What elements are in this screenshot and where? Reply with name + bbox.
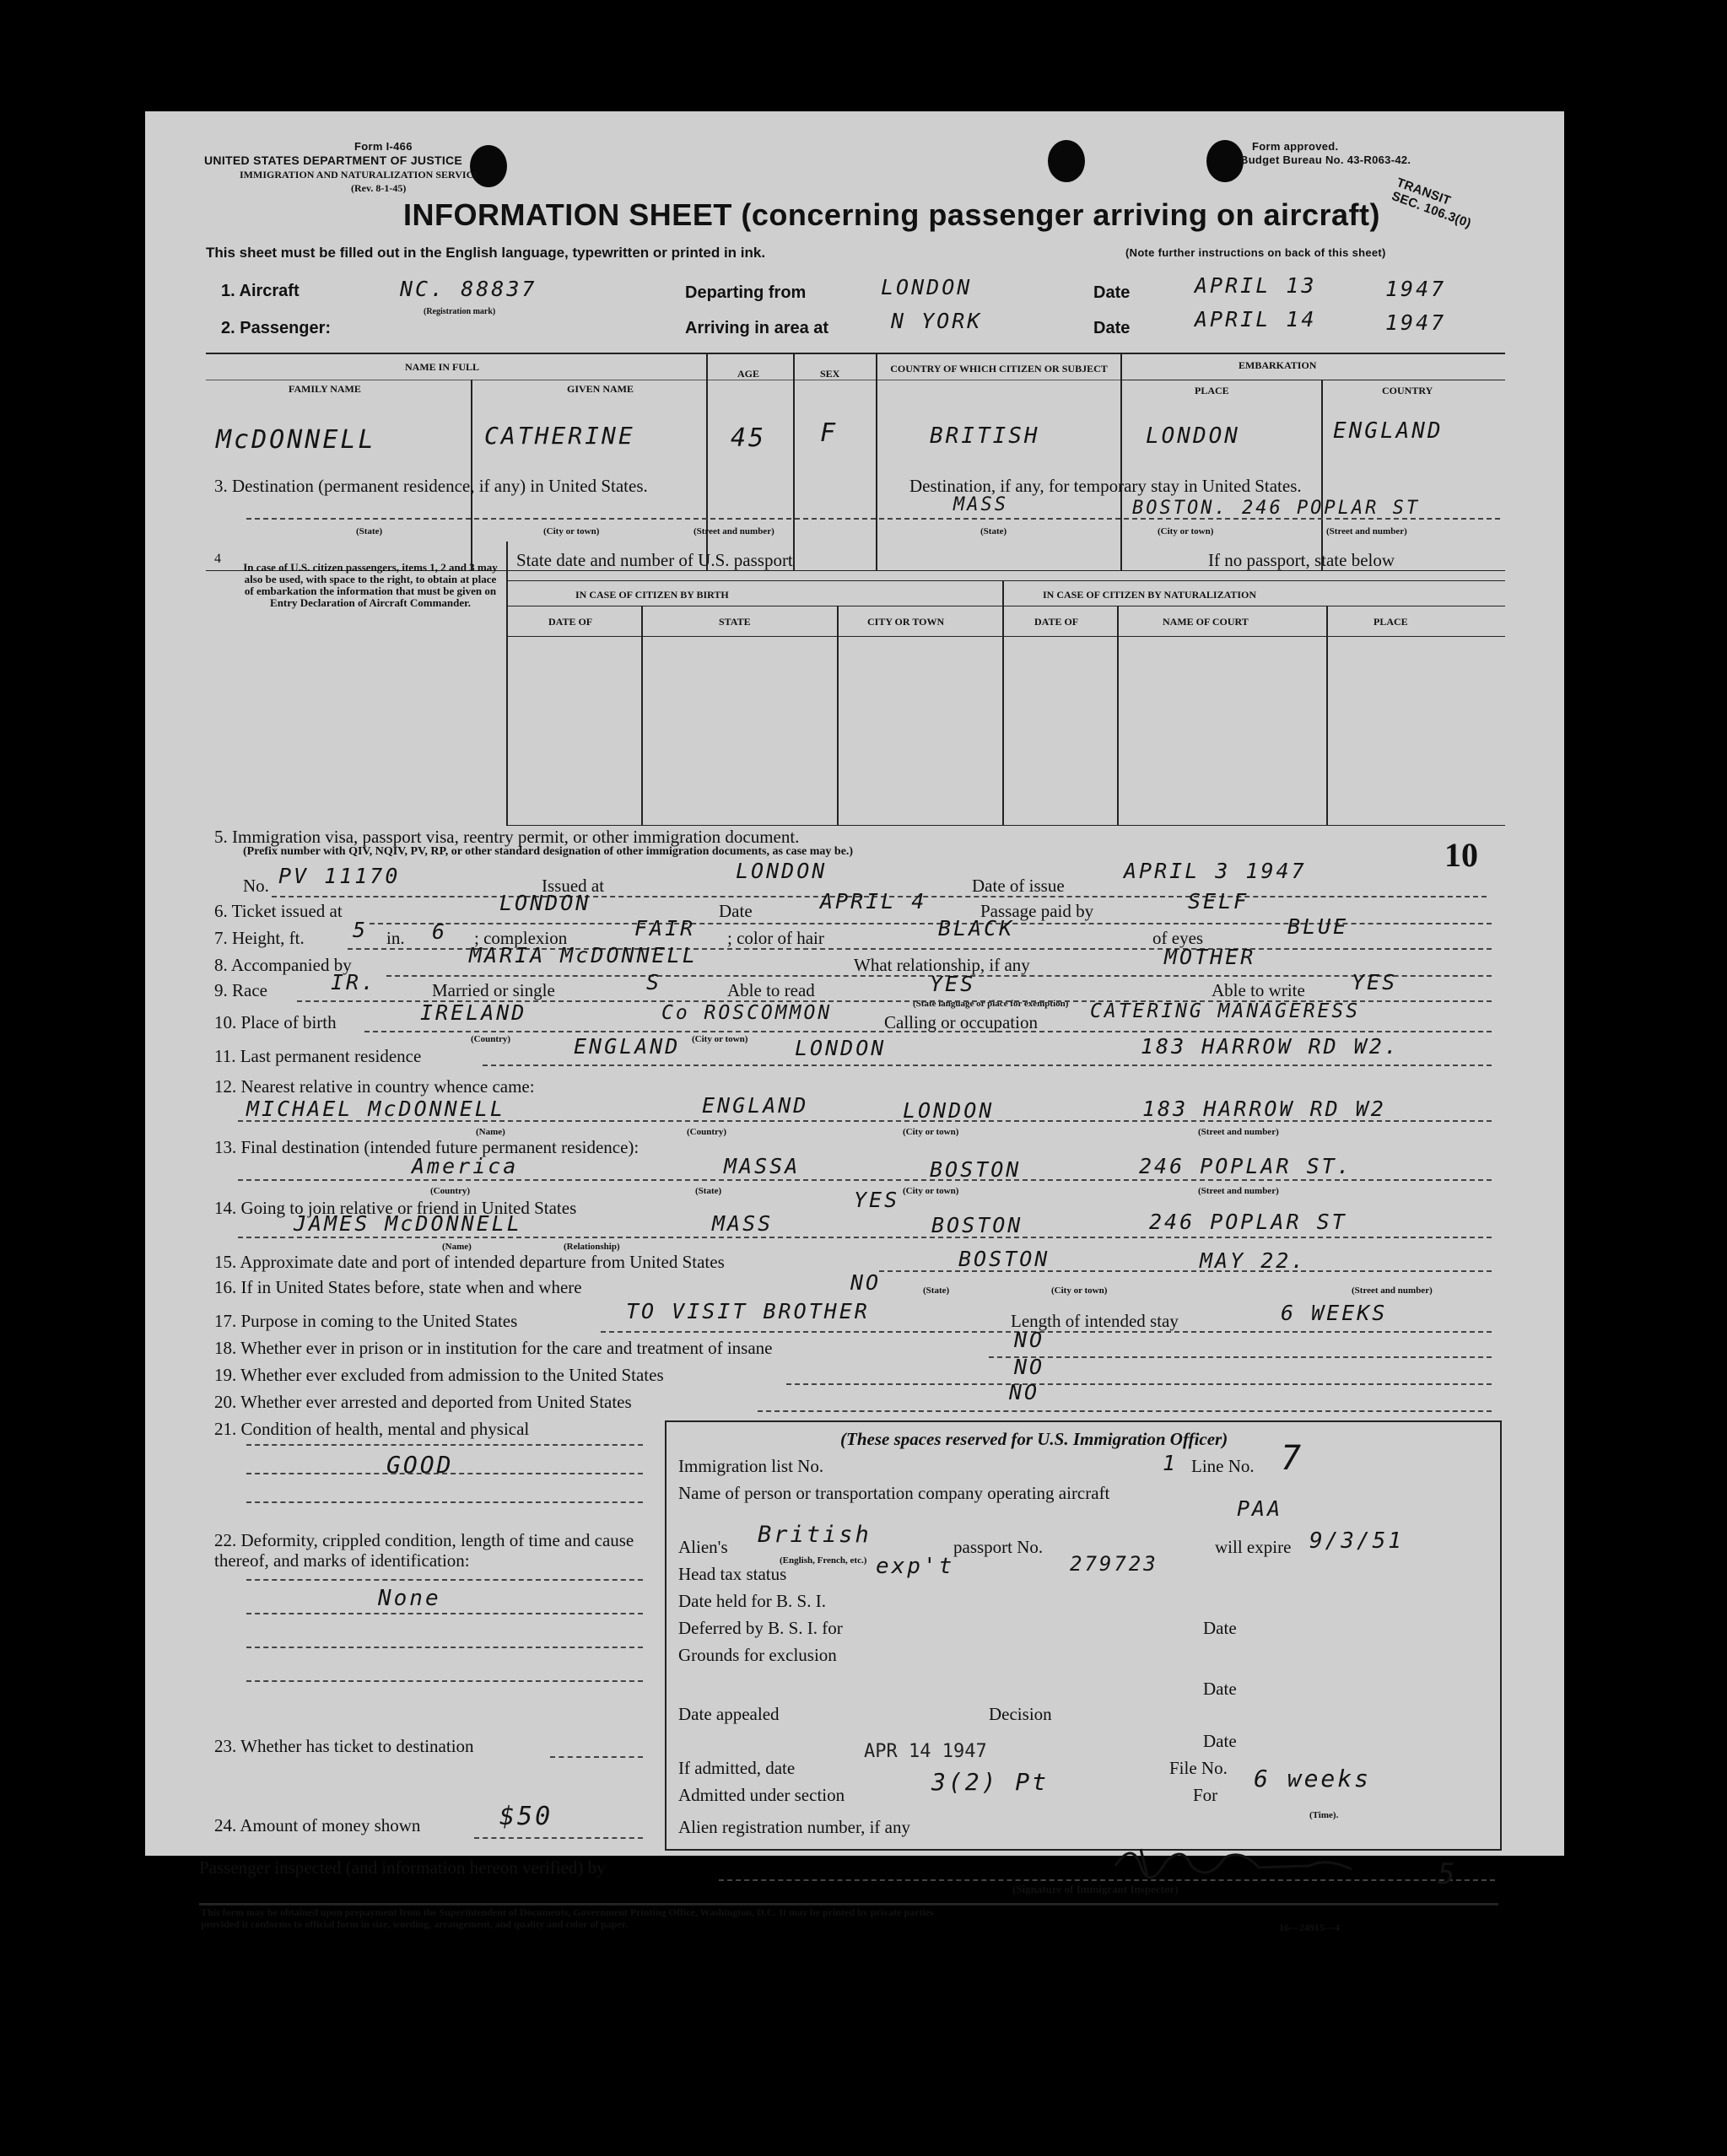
- departure-label: 15. Approximate date and port of intended departure from United States: [214, 1252, 725, 1272]
- section-value: 3(2) Pt: [931, 1768, 1050, 1796]
- read-label: Able to read: [727, 980, 815, 1000]
- footer-rule: [199, 1903, 1498, 1905]
- visa-label: 5. Immigration visa, passport visa, reentry permit, or other immigration document.: [214, 827, 800, 847]
- table-col: [837, 606, 839, 825]
- section-label: Admitted under section: [678, 1785, 845, 1805]
- join-state-value: MASS: [712, 1211, 774, 1236]
- citizen-value: BRITISH: [930, 423, 1040, 449]
- margin-mark: 5: [1438, 1857, 1458, 1891]
- married-label: Married or single: [432, 980, 555, 1000]
- inspected-label: Passenger inspected (and information hereon verified) by: [199, 1857, 606, 1878]
- relative-street-value: 183 HARROW RD W2: [1142, 1097, 1386, 1121]
- final-destination-label: 13. Final destination (intended future permanent residence):: [214, 1137, 640, 1157]
- punch-hole: [1206, 140, 1244, 182]
- table-col: [641, 606, 643, 825]
- last-residence-label: 11. Last permanent residence: [214, 1046, 422, 1066]
- city-sub: (City or town): [692, 1034, 748, 1044]
- departure-port-value: BOSTON: [958, 1247, 1050, 1271]
- dotted-rule: [238, 1120, 1492, 1122]
- grounds-date-label: Date: [1203, 1679, 1237, 1699]
- join-street-value: 246 POPLAR ST: [1149, 1210, 1347, 1234]
- form-title: INFORMATION SHEET (concerning passenger arriving on aircraft): [403, 197, 1381, 232]
- relationship-label: What relationship, if any: [854, 955, 1030, 975]
- decision-date-label: Date: [1203, 1731, 1237, 1751]
- eyes-label: of eyes: [1152, 928, 1204, 948]
- street-sub: (Street and number): [1352, 1286, 1433, 1296]
- deported-value: NO: [1009, 1380, 1040, 1404]
- expire-label: will expire: [1215, 1537, 1292, 1557]
- table-col: [1321, 380, 1323, 570]
- dotted-rule: [364, 1031, 1492, 1032]
- relative-country-value: ENGLAND: [702, 1093, 809, 1118]
- fine-print-2: provided it conforms to official form in size, wording, arrangement, and quality and color of paper.: [201, 1918, 629, 1930]
- final-state-value: MASSA: [724, 1154, 801, 1178]
- excluded-value: NO: [1014, 1355, 1045, 1379]
- deformity-value: None: [378, 1586, 441, 1611]
- ticket-date-label: Date: [719, 901, 753, 921]
- table-col: [1120, 353, 1122, 570]
- appealed-label: Date appealed: [678, 1704, 780, 1724]
- arriving-value: N YORK: [891, 309, 983, 333]
- last-res-street-value: 183 HARROW RD W2.: [1141, 1034, 1400, 1059]
- prison-label: 18. Whether ever in prison or in institution for the care and treatment of insane: [214, 1338, 773, 1358]
- state-header: STATE: [719, 616, 751, 628]
- inch-label: in.: [386, 928, 405, 948]
- street-sub: (Street and number): [1198, 1186, 1279, 1196]
- arriving-label: Arriving in area at: [685, 319, 829, 337]
- age-value: 45: [731, 423, 767, 453]
- table-rule: [506, 580, 1505, 581]
- money-label: 24. Amount of money shown: [214, 1815, 421, 1835]
- dotted-rule: [246, 1613, 643, 1614]
- expire-value: 9/3/51: [1309, 1528, 1404, 1554]
- join-relative-label: 14. Going to join relative or friend in United States: [214, 1198, 577, 1218]
- place-header-2: PLACE: [1374, 616, 1408, 628]
- relationship-sub: (Relationship): [564, 1242, 620, 1252]
- form-approved: Form approved.: [1252, 140, 1339, 153]
- aircraft-value: NC. 88837: [400, 277, 537, 301]
- table-col: [876, 353, 877, 570]
- relative-city-value: LONDON: [903, 1098, 995, 1123]
- date-of-header: DATE OF: [548, 616, 593, 628]
- dotted-rule: [474, 1837, 643, 1839]
- visa-no-value: PV 11170: [278, 864, 401, 888]
- write-value: YES: [1352, 970, 1398, 994]
- alien-passport-label: passport No.: [953, 1537, 1044, 1557]
- city-sub: (City or town): [1051, 1286, 1108, 1296]
- previous-visit-label: 16. If in United States before, state when and where: [214, 1277, 582, 1297]
- print-number: 16—24915—4: [1279, 1922, 1340, 1933]
- dotted-rule: [238, 1237, 1492, 1238]
- dotted-rule: [246, 518, 1500, 520]
- form-number: Form I-466: [354, 140, 413, 153]
- family-name-value: McDONNELL: [216, 425, 376, 455]
- dotted-rule: [601, 1331, 1492, 1333]
- alien-reg-label: Alien registration number, if any: [678, 1817, 910, 1837]
- occupation-label: Calling or occupation: [884, 1012, 1038, 1032]
- dotted-rule: [246, 1473, 643, 1474]
- visa-prefix: (Prefix number with QIV, NQIV, PV, RP, or other standard designation of other immigration documents, as case may be.): [243, 845, 854, 858]
- deferred-date-label: Date: [1203, 1618, 1237, 1638]
- dotted-rule: [238, 1179, 1492, 1181]
- officer-title: (These spaces reserved for U.S. Immigration Officer): [840, 1429, 1228, 1449]
- table-col: [1326, 606, 1328, 825]
- fine-print-1: This form may be obtained upon prepayment from the Superintendent of Documents, Government Printing Office, Washington, D.C. It may be printed by private parties: [201, 1906, 934, 1918]
- issued-label: Issued at: [542, 876, 605, 896]
- visa-no-label: No.: [243, 876, 269, 896]
- write-label: Able to write: [1212, 980, 1305, 1000]
- prison-value: NO: [1014, 1328, 1045, 1352]
- table-rule: [206, 353, 1505, 354]
- city-sub: (City or town): [543, 526, 600, 536]
- file-no-label: File No.: [1169, 1758, 1228, 1778]
- dotted-rule: [758, 1410, 1492, 1412]
- arrive-year-value: 1947: [1385, 310, 1447, 335]
- depart-year-value: 1947: [1385, 277, 1447, 301]
- list-no-label: Immigration list No.: [678, 1456, 824, 1476]
- previous-visit-value: NO: [850, 1270, 882, 1295]
- join-yes-value: YES: [854, 1188, 900, 1212]
- relative-name-value: MICHAEL McDONNELL: [246, 1097, 505, 1121]
- table-col: [471, 380, 472, 570]
- registration-mark-label: (Registration mark): [424, 307, 496, 316]
- issued-value: LONDON: [736, 859, 828, 883]
- given-name-header: GIVEN NAME: [567, 383, 634, 395]
- deformity-label: 22. Deformity, crippled condition, length of time and cause thereof, and marks of identification:: [214, 1530, 634, 1571]
- birth-city-value: Co ROSCOMMON: [661, 1002, 833, 1024]
- no-passport-label: If no passport, state below: [1208, 550, 1395, 570]
- country-sub: (Country): [471, 1034, 511, 1044]
- admitted-label: If admitted, date: [678, 1758, 796, 1778]
- punch-hole: [1048, 140, 1085, 182]
- passage-label: Passage paid by: [980, 901, 1094, 921]
- ticket-value: LONDON: [499, 891, 591, 915]
- health-value: GOOD: [386, 1451, 454, 1479]
- temp-destination-label: Destination, if any, for temporary stay in United States.: [909, 476, 1302, 496]
- ticket-dest-label: 23. Whether has ticket to destination: [214, 1736, 474, 1756]
- ticket-label: 6. Ticket issued at: [214, 901, 343, 921]
- street-sub-2: (Street and number): [1326, 526, 1407, 536]
- street-sub: (Street and number): [1198, 1127, 1279, 1137]
- purpose-value: TO VISIT BROTHER: [626, 1299, 870, 1323]
- sex-value: F: [820, 418, 839, 448]
- embark-country-value: ENGLAND: [1333, 418, 1444, 444]
- company-label: Name of person or transportation company operating aircraft: [678, 1483, 1110, 1503]
- dotted-rule: [246, 1501, 643, 1503]
- hair-label: ; color of hair: [727, 928, 824, 948]
- department: UNITED STATES DEPARTMENT OF JUSTICE: [204, 154, 463, 167]
- deferred-label: Deferred by B. S. I. for: [678, 1618, 843, 1638]
- table-col: [1002, 580, 1004, 825]
- citizen-note: In case of U.S. citizen passengers, items 1, 2 and 3 may also be used, with space to the right, to obtain at place of embarkation the information that must be given on Entry Declaration of Aircraft Commander.: [243, 561, 498, 609]
- ticket-date-value: APRIL 4: [820, 889, 927, 914]
- state-sub: (State): [923, 1286, 950, 1296]
- time-sub: (Time).: [1309, 1810, 1339, 1820]
- final-country-value: America: [412, 1154, 519, 1178]
- height-ft: 5: [353, 918, 369, 942]
- list-no-value: 1: [1163, 1451, 1179, 1475]
- arrive-date-value: APRIL 14: [1195, 307, 1317, 331]
- dotted-rule: [246, 1647, 643, 1648]
- table-rule: [506, 636, 1505, 637]
- join-city-value: BOSTON: [931, 1213, 1023, 1237]
- deported-label: 20. Whether ever arrested and deported from United States: [214, 1392, 632, 1412]
- place-header: PLACE: [1195, 385, 1229, 396]
- table-rule: [506, 825, 1505, 826]
- passage-value: SELF: [1188, 889, 1249, 914]
- revision: (Rev. 8-1-45): [351, 182, 407, 194]
- depart-date-value: APRIL 13: [1195, 273, 1317, 298]
- city-sub: (City or town): [903, 1127, 959, 1137]
- dotted-rule: [550, 1756, 643, 1758]
- dotted-rule: [483, 1065, 1492, 1066]
- stay-value: 6 WEEKS: [1281, 1301, 1388, 1325]
- married-value: S: [646, 970, 662, 994]
- item-4-number: 4: [214, 552, 221, 566]
- line-no-value: 7: [1281, 1439, 1304, 1478]
- head-tax-label: Head tax status: [678, 1564, 787, 1584]
- form-sheet: [145, 111, 1564, 1933]
- accompanied-value: MARIA McDONNELL: [469, 943, 698, 968]
- temp-address-value: BOSTON. 246 POPLAR ST: [1132, 498, 1421, 519]
- hair-value: BLACK: [938, 916, 1015, 941]
- race-label: 9. Race: [214, 980, 267, 1000]
- language-sub: (State language or place for exemption): [913, 999, 1069, 1009]
- for-label: For: [1193, 1785, 1218, 1805]
- accompanied-label: 8. Accompanied by: [214, 955, 352, 975]
- name-sub: (Name): [476, 1127, 505, 1137]
- dotted-rule: [879, 1270, 1492, 1272]
- city-header: CITY OR TOWN: [867, 616, 945, 628]
- table-col: [793, 353, 795, 570]
- alien-nationality-sub: (English, French, etc.): [780, 1555, 867, 1566]
- bsi-label: Date held for B. S. I.: [678, 1591, 826, 1611]
- destination-label: 3. Destination (permanent residence, if any) in United States.: [214, 476, 648, 496]
- complexion-label: ; complexion: [474, 928, 568, 948]
- table-col: [706, 353, 708, 570]
- city-sub: (City or town): [903, 1186, 959, 1196]
- aircraft-label: 1. Aircraft: [221, 282, 300, 300]
- line-no-label: Line No.: [1191, 1456, 1255, 1476]
- given-name-value: CATHERINE: [484, 422, 635, 450]
- date-of-header-2: DATE OF: [1034, 616, 1079, 628]
- final-street-value: 246 POPLAR ST.: [1139, 1154, 1352, 1178]
- age-header: AGE: [737, 368, 760, 380]
- relative-label: 12. Nearest relative in country whence came:: [214, 1076, 535, 1097]
- stay-label: Length of intended stay: [1011, 1311, 1179, 1331]
- issue-date-label: Date of issue: [972, 876, 1065, 896]
- margin-number: 10: [1444, 836, 1478, 874]
- box-border: [506, 542, 508, 825]
- street-sub: (Street and number): [693, 526, 774, 536]
- country-sub: (Country): [687, 1127, 727, 1137]
- departing-value: LONDON: [881, 275, 973, 299]
- alien-passport-value: 279723: [1070, 1552, 1158, 1576]
- dotted-rule: [246, 1444, 643, 1446]
- grounds-label: Grounds for exclusion: [678, 1645, 837, 1665]
- last-res-city-value: LONDON: [795, 1036, 887, 1060]
- service: IMMIGRATION AND NATURALIZATION SERVICE: [240, 169, 481, 181]
- city-sub-2: (City or town): [1158, 526, 1214, 536]
- dotted-rule: [989, 1356, 1492, 1358]
- alien-nationality-value: British: [758, 1522, 872, 1548]
- country-header: COUNTRY OF WHICH CITIZEN OR SUBJECT: [890, 363, 1108, 375]
- passenger-label: 2. Passenger:: [221, 319, 332, 337]
- us-passport-label: State date and number of U.S. passport: [516, 550, 793, 570]
- dotted-rule: [246, 1579, 643, 1581]
- arrive-date-label: Date: [1093, 319, 1131, 337]
- birth-country-value: IRELAND: [420, 1000, 527, 1025]
- race-value: IR.: [331, 970, 377, 994]
- state-sub: (State): [695, 1186, 722, 1196]
- embarkation-header: EMBARKATION: [1239, 359, 1317, 371]
- eyes-value: BLUE: [1287, 914, 1349, 939]
- emb-country-header: COUNTRY: [1382, 385, 1433, 396]
- court-header: NAME OF COURT: [1163, 616, 1249, 628]
- read-value: YES: [930, 972, 976, 996]
- dotted-rule: [786, 1383, 1492, 1385]
- state-sub: (State): [356, 526, 383, 536]
- birthplace-label: 10. Place of birth: [214, 1012, 337, 1032]
- budget-bureau: Budget Bureau No. 43-R063-42.: [1240, 154, 1411, 166]
- final-city-value: BOSTON: [930, 1157, 1022, 1182]
- embark-place-value: LONDON: [1146, 423, 1240, 449]
- by-birth-header: IN CASE OF CITIZEN BY BIRTH: [575, 589, 729, 601]
- company-value: PAA: [1237, 1496, 1283, 1521]
- complexion-value: FAIR: [634, 916, 696, 941]
- last-res-country-value: ENGLAND: [574, 1034, 681, 1059]
- alien-label: Alien's: [678, 1537, 728, 1557]
- decision-label: Decision: [989, 1704, 1052, 1724]
- height-label: 7. Height, ft.: [214, 928, 305, 948]
- for-value: 6 weeks: [1254, 1765, 1372, 1792]
- health-label: 21. Condition of health, mental and physical: [214, 1419, 530, 1439]
- head-tax-value: exp't: [876, 1554, 955, 1579]
- transit-stamp: TRANSIT SEC. 106.3(0): [1390, 175, 1474, 231]
- table-col: [1117, 606, 1119, 825]
- by-nat-header: IN CASE OF CITIZEN BY NATURALIZATION: [1043, 589, 1257, 601]
- purpose-label: 17. Purpose in coming to the United States: [214, 1311, 518, 1331]
- sex-header: SEX: [820, 368, 840, 380]
- depart-date-label: Date: [1093, 283, 1131, 302]
- signature-sub: (Signature of Immigrant Inspector): [1012, 1883, 1179, 1895]
- dotted-rule: [246, 1680, 643, 1682]
- excluded-label: 19. Whether ever excluded from admission to the United States: [214, 1365, 664, 1385]
- height-in: 6: [432, 919, 448, 944]
- money-value: $50: [499, 1802, 553, 1831]
- state-sub-2: (State): [980, 526, 1007, 536]
- occupation-value: CATERING MANAGERESS: [1090, 1000, 1361, 1022]
- departure-date-value: MAY 22.: [1200, 1248, 1307, 1273]
- admitted-stamp: APR 14 1947: [864, 1741, 987, 1762]
- join-name-value: JAMES McDONNELL: [294, 1211, 522, 1236]
- country-sub: (Country): [430, 1186, 471, 1196]
- issue-date-value: APRIL 3 1947: [1124, 859, 1307, 883]
- name-in-full-header: NAME IN FULL: [405, 361, 480, 373]
- name-sub: (Name): [442, 1242, 472, 1252]
- relationship-value: MOTHER: [1164, 945, 1256, 969]
- family-name-header: FAMILY NAME: [289, 383, 361, 395]
- departing-label: Departing from: [685, 283, 807, 302]
- temp-state-value: MASS: [953, 494, 1008, 515]
- instruction-line: This sheet must be filled out in the English language, typewritten or printed in ink.: [206, 245, 766, 261]
- note-back: (Note further instructions on back of this sheet): [1125, 246, 1386, 259]
